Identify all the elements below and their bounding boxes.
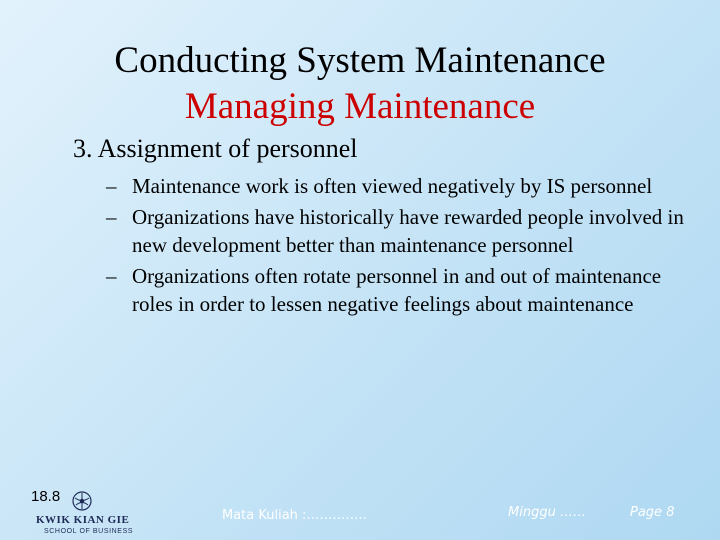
slide-title: Conducting System Maintenance xyxy=(114,40,606,81)
slide-number: 18.8 xyxy=(31,488,61,505)
logo-name: KWIK KIAN GIE xyxy=(36,514,130,526)
main-point: 3. Assignment of personnel xyxy=(73,134,358,163)
bullet-item xyxy=(106,172,686,201)
school-logo-icon xyxy=(70,490,94,512)
bullet-dash: – xyxy=(106,204,117,229)
bullet-text: Organizations often rotate personnel in and out of maintenance roles in order to lessen negative feelings about maintenance xyxy=(132,263,662,316)
bullet-item xyxy=(106,203,686,260)
bullet-list xyxy=(106,172,686,321)
week-label: Minggu …… xyxy=(508,505,586,520)
bullet-dash: – xyxy=(106,263,117,288)
bullet-text: Maintenance work is often viewed negatively by IS personnel xyxy=(132,174,653,198)
bullet-text: Organizations have historically have rewarded people involved in new development better than maintenance personnel xyxy=(132,204,684,257)
bullet-item xyxy=(106,262,686,319)
logo-subtitle: SCHOOL OF BUSINESS xyxy=(44,528,134,535)
course-label: Mata Kuliah :………….. xyxy=(222,508,367,523)
slide-subtitle: Managing Maintenance xyxy=(184,86,536,127)
page-label: Page 8 xyxy=(630,505,675,520)
bullet-dash: – xyxy=(106,174,117,198)
